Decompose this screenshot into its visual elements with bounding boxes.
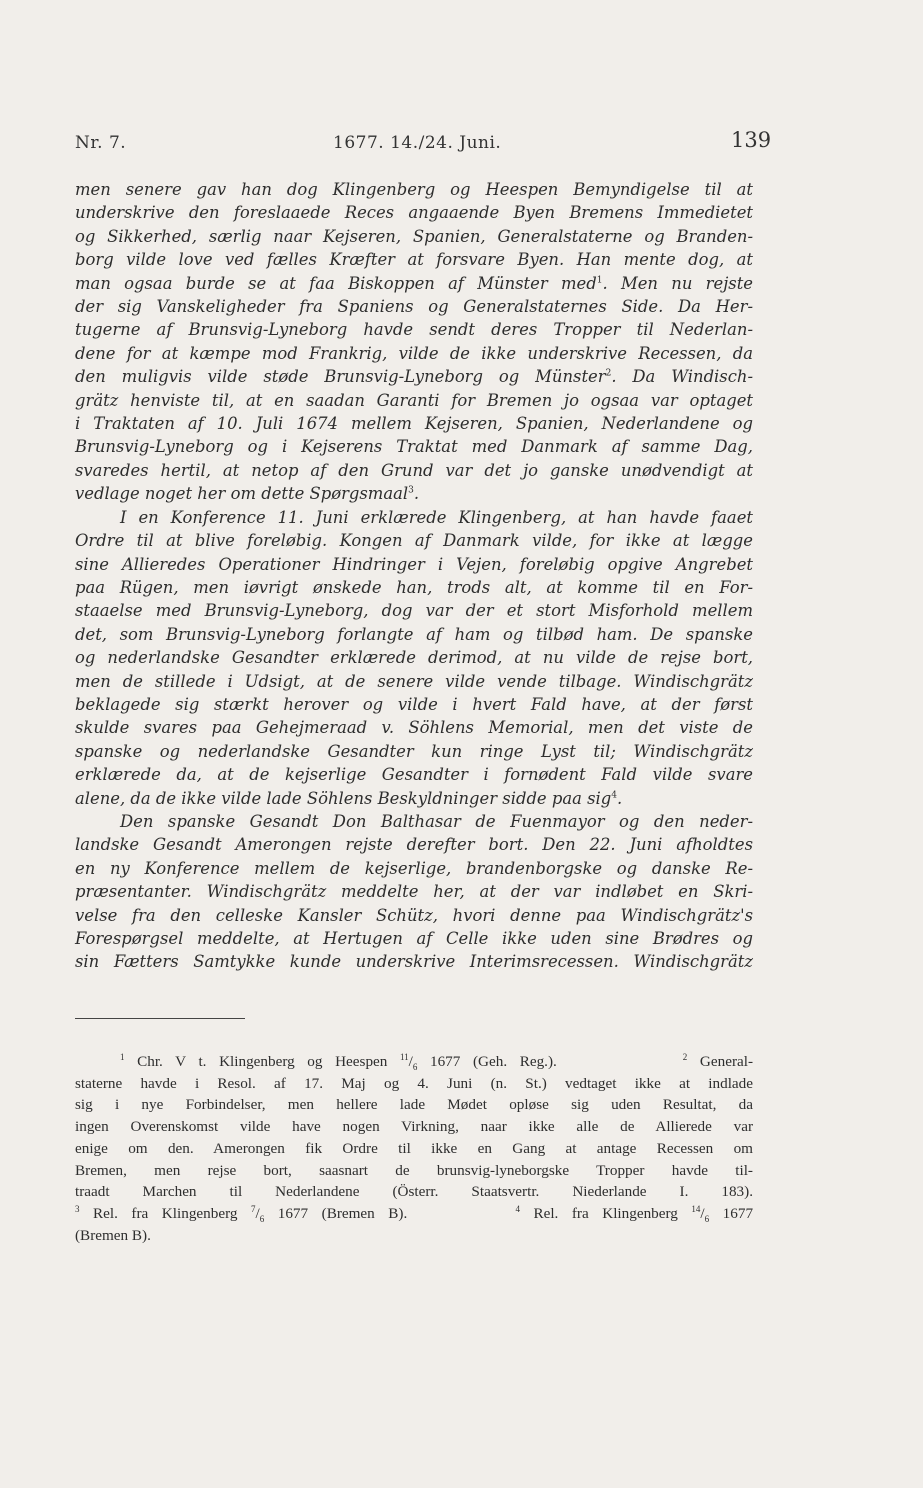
text-line: svaredes hertil, at netop af den Grund var det jo ganske unødvendigt at bbox=[75, 460, 753, 480]
page-number: 139 bbox=[731, 128, 772, 152]
footnote-line: ingen Overenskomst vilde have nogen Virkning, naar ikke alle de Allierede var bbox=[75, 1118, 753, 1136]
running-date: 1677. 14./24. Juni. bbox=[333, 133, 502, 153]
footnote-line: $^3$ Rel. fra Klingenberg $^7/_6$ 1677 (Bremen B). $^4$ Rel. fra Klingenberg $^{14}/_6$ 1677 bbox=[75, 1203, 754, 1224]
footnote-line: $^1$ Chr. V t. Klingenberg og Heespen $^{11}/_6$ 1677 (Geh. Reg.). $^2$ General- bbox=[120, 1051, 754, 1073]
text-line: tugerne af Brunsvig-Lyneborg havde sendt deres Tropper til Nederlan- bbox=[75, 320, 753, 340]
text-line: beklagede sig stærkt herover og vilde i hvert Fald have, at der først bbox=[75, 694, 753, 714]
footnote-ref: 2 bbox=[605, 368, 612, 379]
running-header bbox=[75, 128, 772, 156]
text-line: i Traktaten af 10. Juli 1674 mellem Kejseren, Spanien, Nederlandene og bbox=[75, 414, 753, 434]
text-line: Brunsvig-Lyneborg og i Kejserens Traktat med Danmark af samme Dag, bbox=[75, 437, 753, 457]
footnote-line: Bremen, men rejse bort, saasnart de brunsvig-lyneborgske Tropper havde til- bbox=[75, 1161, 753, 1179]
text-line: præsentanter. Windischgrätz meddelte her, at der var indløbet en Skri- bbox=[75, 882, 753, 902]
chapter-number: Nr. 7. bbox=[75, 133, 127, 153]
text-line: Den spanske Gesandt Don Balthasar de Fuenmayor og den neder- bbox=[120, 811, 753, 831]
text-line: det, som Brunsvig-Lyneborg forlangte af ham og tilbød ham. De spanske bbox=[75, 624, 753, 644]
text-line: men senere gav han dog Klingenberg og Heespen Bemyndigelse til at bbox=[75, 180, 753, 199]
text-line: og nederlandske Gesandter erklærede derimod, at nu vilde de rejse bort, bbox=[75, 648, 753, 668]
text-line: men de stillede i Udsigt, at de senere vilde vende tilbage. Windischgrätz bbox=[75, 671, 753, 691]
text-line: I en Konference 11. Juni erklærede Klingenberg, at han havde faaet bbox=[120, 507, 753, 527]
text-line: paa Rügen, men iøvrigt ønskede han, trods alt, at komme til en For- bbox=[75, 577, 753, 597]
footnote-line: sig i nye Forbindelser, men hellere lade Mødet opløse sig uden Resultat, da bbox=[75, 1096, 753, 1114]
footnote-line: traadt Marchen til Nederlandene (Österr. Staatsvertr. Niederlande I. 183). bbox=[75, 1183, 753, 1201]
footnote-ref: 1 bbox=[596, 275, 603, 286]
text-line: Forespørgsel meddelte, at Hertugen af Celle ikke uden sine Brødres og bbox=[75, 929, 753, 948]
text-line: der sig Vanskeligheder fra Spaniens og Generalstaternes Side. Da Her- bbox=[75, 297, 753, 317]
text-line: underskrive den foreslaaede Reces angaaende Byen Bremens Immedietet bbox=[75, 203, 753, 223]
text-line: en ny Konference mellem de kejserlige, brandenborgske og danske Re- bbox=[75, 858, 753, 878]
text-line: landske Gesandt Amerongen rejste derefter bort. Den 22. Juni afholdtes bbox=[75, 835, 753, 855]
text-line: erklærede da, at de kejserlige Gesandter i fornødent Fald vilde svare bbox=[75, 765, 753, 785]
footnote-divider bbox=[75, 1018, 245, 1019]
text-line: vedlage noget her om dette Spørgsmaal$^3$. bbox=[75, 484, 420, 504]
footnote-line: (Bremen B). bbox=[75, 1226, 151, 1244]
text-line: dene for at kæmpe mod Frankrig, vilde de ikke underskrive Recessen, da bbox=[75, 343, 753, 363]
footnotes bbox=[75, 1051, 753, 1246]
text-line: Ordre til at blive foreløbig. Kongen af Danmark vilde, for ikke at lægge bbox=[75, 531, 753, 551]
text-line: sine Allieredes Operationer Hindringer i Vejen, foreløbig opgive Angrebet bbox=[75, 554, 753, 574]
text-line: borg vilde love ved fælles Kræfter at forsvare Byen. Han mente dog, at bbox=[75, 250, 753, 270]
text-line: grätz henviste til, at en saadan Garanti for Bremen jo ogsaa var optaget bbox=[75, 390, 753, 410]
footnote-line: staterne havde i Resol. af 17. Maj og 4. Juni (n. St.) vedtaget ikke at indlade bbox=[75, 1074, 753, 1092]
text-line: sin Fætters Samtykke kunde underskrive Interimsrecessen. Windischgrätz bbox=[75, 952, 753, 972]
text-line: skulde svares paa Gehejmeraad v. Söhlens Memorial, men det viste de bbox=[75, 718, 753, 738]
text-line: velse fra den celleske Kansler Schütz, hvori denne paa Windischgrätz's bbox=[75, 905, 753, 925]
main-text bbox=[75, 178, 753, 974]
footnote-line: enige om den. Amerongen fik Ordre til ikke en Gang at antage Recessen om bbox=[75, 1139, 753, 1157]
text-line: alene, da de ikke vilde lade Söhlens Beskyldninger sidde paa sig$^4$. bbox=[75, 788, 623, 808]
footnote-ref: 4 bbox=[611, 790, 617, 801]
text-line: den muligvis vilde støde Brunsvig-Lyneborg og Münster$^2$. Da Windisch- bbox=[75, 367, 753, 387]
text-line: og Sikkerhed, særlig naar Kejseren, Spanien, Generalstaterne og Branden- bbox=[75, 226, 753, 246]
text-line: spanske og nederlandske Gesandter kun ringe Lyst til; Windischgrätz bbox=[75, 741, 753, 761]
text-line: man ogsaa burde se at faa Biskoppen af Münster med$^1$. Men nu rejste bbox=[75, 273, 753, 293]
footnote-ref: 3 bbox=[408, 485, 414, 496]
text-line: staaelse med Brunsvig-Lyneborg, dog var der et stort Misforhold mellem bbox=[75, 601, 753, 621]
